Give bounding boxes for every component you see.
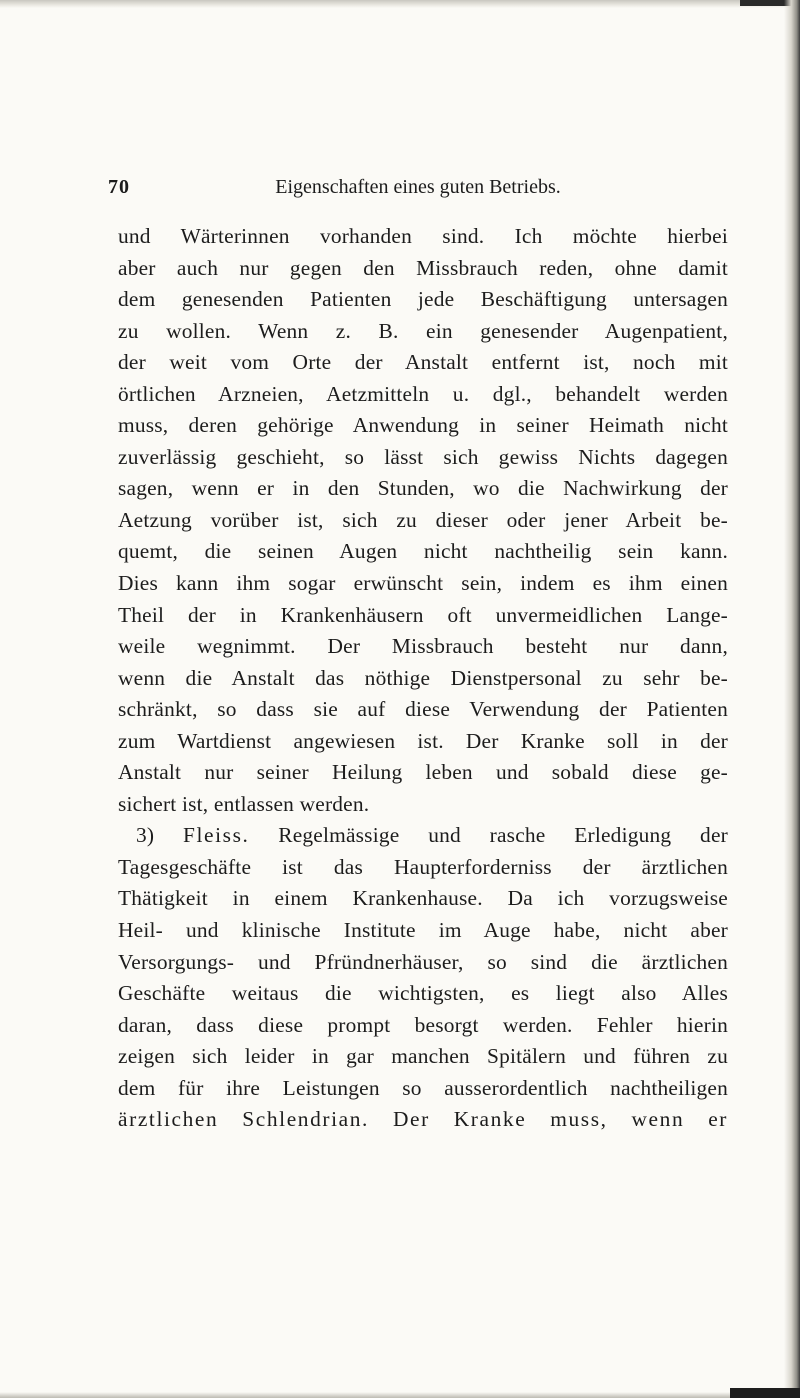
body-text [118, 221, 728, 1136]
scan-corner-bottom [730, 1388, 800, 1398]
text-line: Tagesgeschäfte ist das Haupterforderniss der ärztlichen [118, 854, 728, 879]
text-line: schränkt, so dass sie auf diese Verwendung der Patienten [118, 697, 728, 722]
text-line: sichert ist, entlassen werden. [118, 791, 370, 816]
section-line [118, 820, 728, 852]
page-bottom-edge [0, 1392, 800, 1398]
page-number: 70 [108, 176, 130, 198]
text-line: zuverlässig geschieht, so lässt sich gewiss Nichts dagegen [118, 444, 728, 469]
text-line: Thätigkeit in einem Krankenhause. Da ich vorzugsweise [118, 886, 728, 911]
text-line: ärztlichen [118, 1107, 219, 1132]
text-line: Theil der in Krankenhäusern oft unvermeidlichen Lange- [118, 602, 728, 627]
text-line: der weit vom Orte der Anstalt entfernt ist, noch mit [118, 350, 728, 375]
text-line: Schlendrian. Der Kranke muss, wenn er [242, 1107, 729, 1132]
text-line: Regelmässige und rasche Erledigung der [278, 823, 728, 848]
text-line: quemt, die seinen Augen nicht nachtheilig sein kann. [118, 539, 728, 564]
text-line: zum Wartdienst angewiesen ist. Der Kranke soll in der [118, 728, 728, 753]
section-keyword: Fleiss. [182, 823, 250, 848]
text-line: wenn die Anstalt das nöthige Dienstpersonal zu sehr be- [118, 665, 728, 690]
text-line: zeigen sich leider in gar manchen Spitälern und führen zu [118, 1044, 728, 1069]
text-line: daran, dass diese prompt besorgt werden. Fehler hierin [118, 1012, 728, 1037]
running-head: Eigenschaften eines guten Betriebs. [275, 176, 561, 198]
page-right-edge [784, 0, 800, 1398]
text-line: örtlichen Arzneien, Aetzmitteln u. dgl., behandelt werden [118, 381, 728, 406]
text-line: Geschäfte weitaus die wichtigsten, es liegt also Alles [118, 981, 728, 1006]
text-line: aber auch nur gegen den Missbrauch reden, ohne damit [118, 255, 728, 280]
text-line: Anstalt nur seiner Heilung leben und sobald diese ge- [118, 760, 728, 785]
text-line: weile wegnimmt. Der Missbrauch besteht nur dann, [118, 634, 728, 659]
text-line: dem genesenden Patienten jede Beschäftigung untersagen [118, 287, 728, 312]
section-marker: 3) [136, 823, 155, 848]
text-line: muss, deren gehörige Anwendung in seiner Heimath nicht [118, 413, 728, 438]
text-line: Heil- und klinische Institute im Auge habe, nicht aber [118, 918, 728, 943]
text-line: und Wärterinnen vorhanden sind. Ich möchte hierbei [118, 224, 728, 248]
text-line: zu wollen. Wenn z. B. ein genesender Augenpatient, [118, 318, 728, 343]
page-top-edge [0, 0, 800, 8]
text-line: dem für ihre Leistungen so ausserordentlich nachtheiligen [118, 1075, 728, 1100]
text-line: Aetzung vorüber ist, sich zu dieser oder jener Arbeit be- [118, 507, 728, 532]
text-line: sagen, wenn er in den Stunden, wo die Nachwirkung der [118, 476, 728, 501]
text-line: Dies kann ihm sogar erwünscht sein, indem es ihm einen [118, 571, 728, 596]
last-line [118, 1104, 728, 1136]
text-line: Versorgungs- und Pfründnerhäuser, so sind die ärztlichen [118, 949, 728, 974]
page-header [108, 176, 728, 206]
